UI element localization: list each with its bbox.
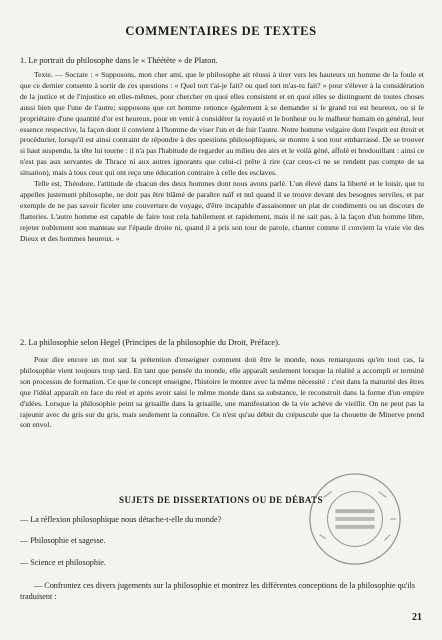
section-1-heading: 1. Le portrait du philosophe dans le « Théétète » de Platon. — [20, 56, 218, 65]
exercise-item: — Philosophie et sagesse. — [20, 536, 106, 545]
exercise-item: — Science et philosophie. — [20, 558, 106, 567]
section-2-paragraph: Pour dire encore un mot sur la prétention d'enseigner comment doit être le monde, nous remarquons qu'en tout cas, la philosophie vient toujours trop tard. En tant que pensée du monde, elle apparaît seulement lorsque la réalité a accompli et terminé son processus de formation. Ce que le concept enseigne, l'histoire le montre avec la même nécessité : c'est dans la maturité des êtres que l'idéal apparaît en face du réel et après avoir saisi le même monde dans sa substance, le reconstruit dans la forme d'un empire d'idées. Lorsque la philosophie peint sa grisaille dans la grisaille, une manifestation de la vie achève de vieillir. On ne peut pas la rajeunir avec du gris sur du gris, mais seulement la connaître. Ce n'est qu'au début du crépuscule que la chouette de Minerve prend son envol. — [20, 355, 424, 430]
exercise-item: — La réflexion philosophique nous détache-t-elle du monde? — [20, 515, 222, 524]
exercises-subtitle: SUJETS DE DISSERTATIONS OU DE DÉBATS — [119, 495, 323, 505]
section-1-text — [20, 70, 424, 245]
library-stamp — [306, 470, 404, 568]
section-2-text — [20, 355, 424, 431]
page-title: COMMENTAIRES DE TEXTES — [125, 24, 317, 38]
section-2-heading: 2. La philosophie selon Hegel (Principes de la philosophie du Droit, Préface). — [20, 338, 281, 347]
section-1-paragraph-2: Telle est, Théodore, l'attitude de chacun des deux hommes dont nous avons parlé. L'un élevé dans la liberté et le loisir, que tu appelles justement philosophe, ne doit pas être blâmé de paraître naïf et nul quand il se trouve devant des besognes serviles, et par exemple de ne pas savoir ficeler une couverture de voyage, d'être incapable d'assaisonner un plat de condiments ou un discours de flatteries. L'autre homme est capable de faire tout cela habilement et rapidement, mais il ne sait pas, à la façon d'un homme libre, rejeter noblement son manteau sur l'épaule droite ni, quand il a pris son tour de parole, chanter comme il convient la vraie vie des Dieux et des hommes heureux. » — [20, 179, 424, 243]
exercise-item: — Confrontez ces divers jugements sur la philosophie et montrez les différentes conceptions de la philosophie qu'ils traduisent : — [20, 581, 416, 601]
section-1-paragraph-1: Texte. — Socrate : « Supposons, mon cher ami, que le philosophe ait réussi à tirer vers les hauteurs un homme de la foule et que ce dernier consente à sortir de ces questions : « Quel tort t'ai-je fait? ou quel tort m'as-tu fait? » pour s'élever à la considération de la justice et de l'injustice en elles-mêmes, pour chercher en quoi elles consistent et en quoi elles se distinguent de toutes choses aussi bien que l'une de l'autre; supposons que cet homme renonce également à se demander si le grand roi est heureux, ou si le propriétaire d'une quantité d'or est heureux, pour en venir à considérer la royauté et le bonheur ou le malheur humain en général, leur essence respective, la façon dont il convient à l'homme de viser l'un et de fuir l'autre. Notre homme vulgaire dont l'esprit est étroit et procédurier, lorsqu'il est ainsi contraint de répondre à des questions philosophiques, se montre à son tour embarrassé. De se trouver si haut suspendu, la tête lui tourne : il n'a pas l'habitude de regarder au milieu des airs et le voilà géné, affolé et bredouillant : ainsi ce n'est pas aux servantes de Thrace ni aux autres ignorants que celui-ci prête à rire (car ceux-ci ne se rendent pas compte de sa situation), mais à tous ceux qui ont reçu une éducation contraire à celle des esclaves. — [20, 70, 424, 178]
page-number: 21 — [412, 612, 422, 623]
